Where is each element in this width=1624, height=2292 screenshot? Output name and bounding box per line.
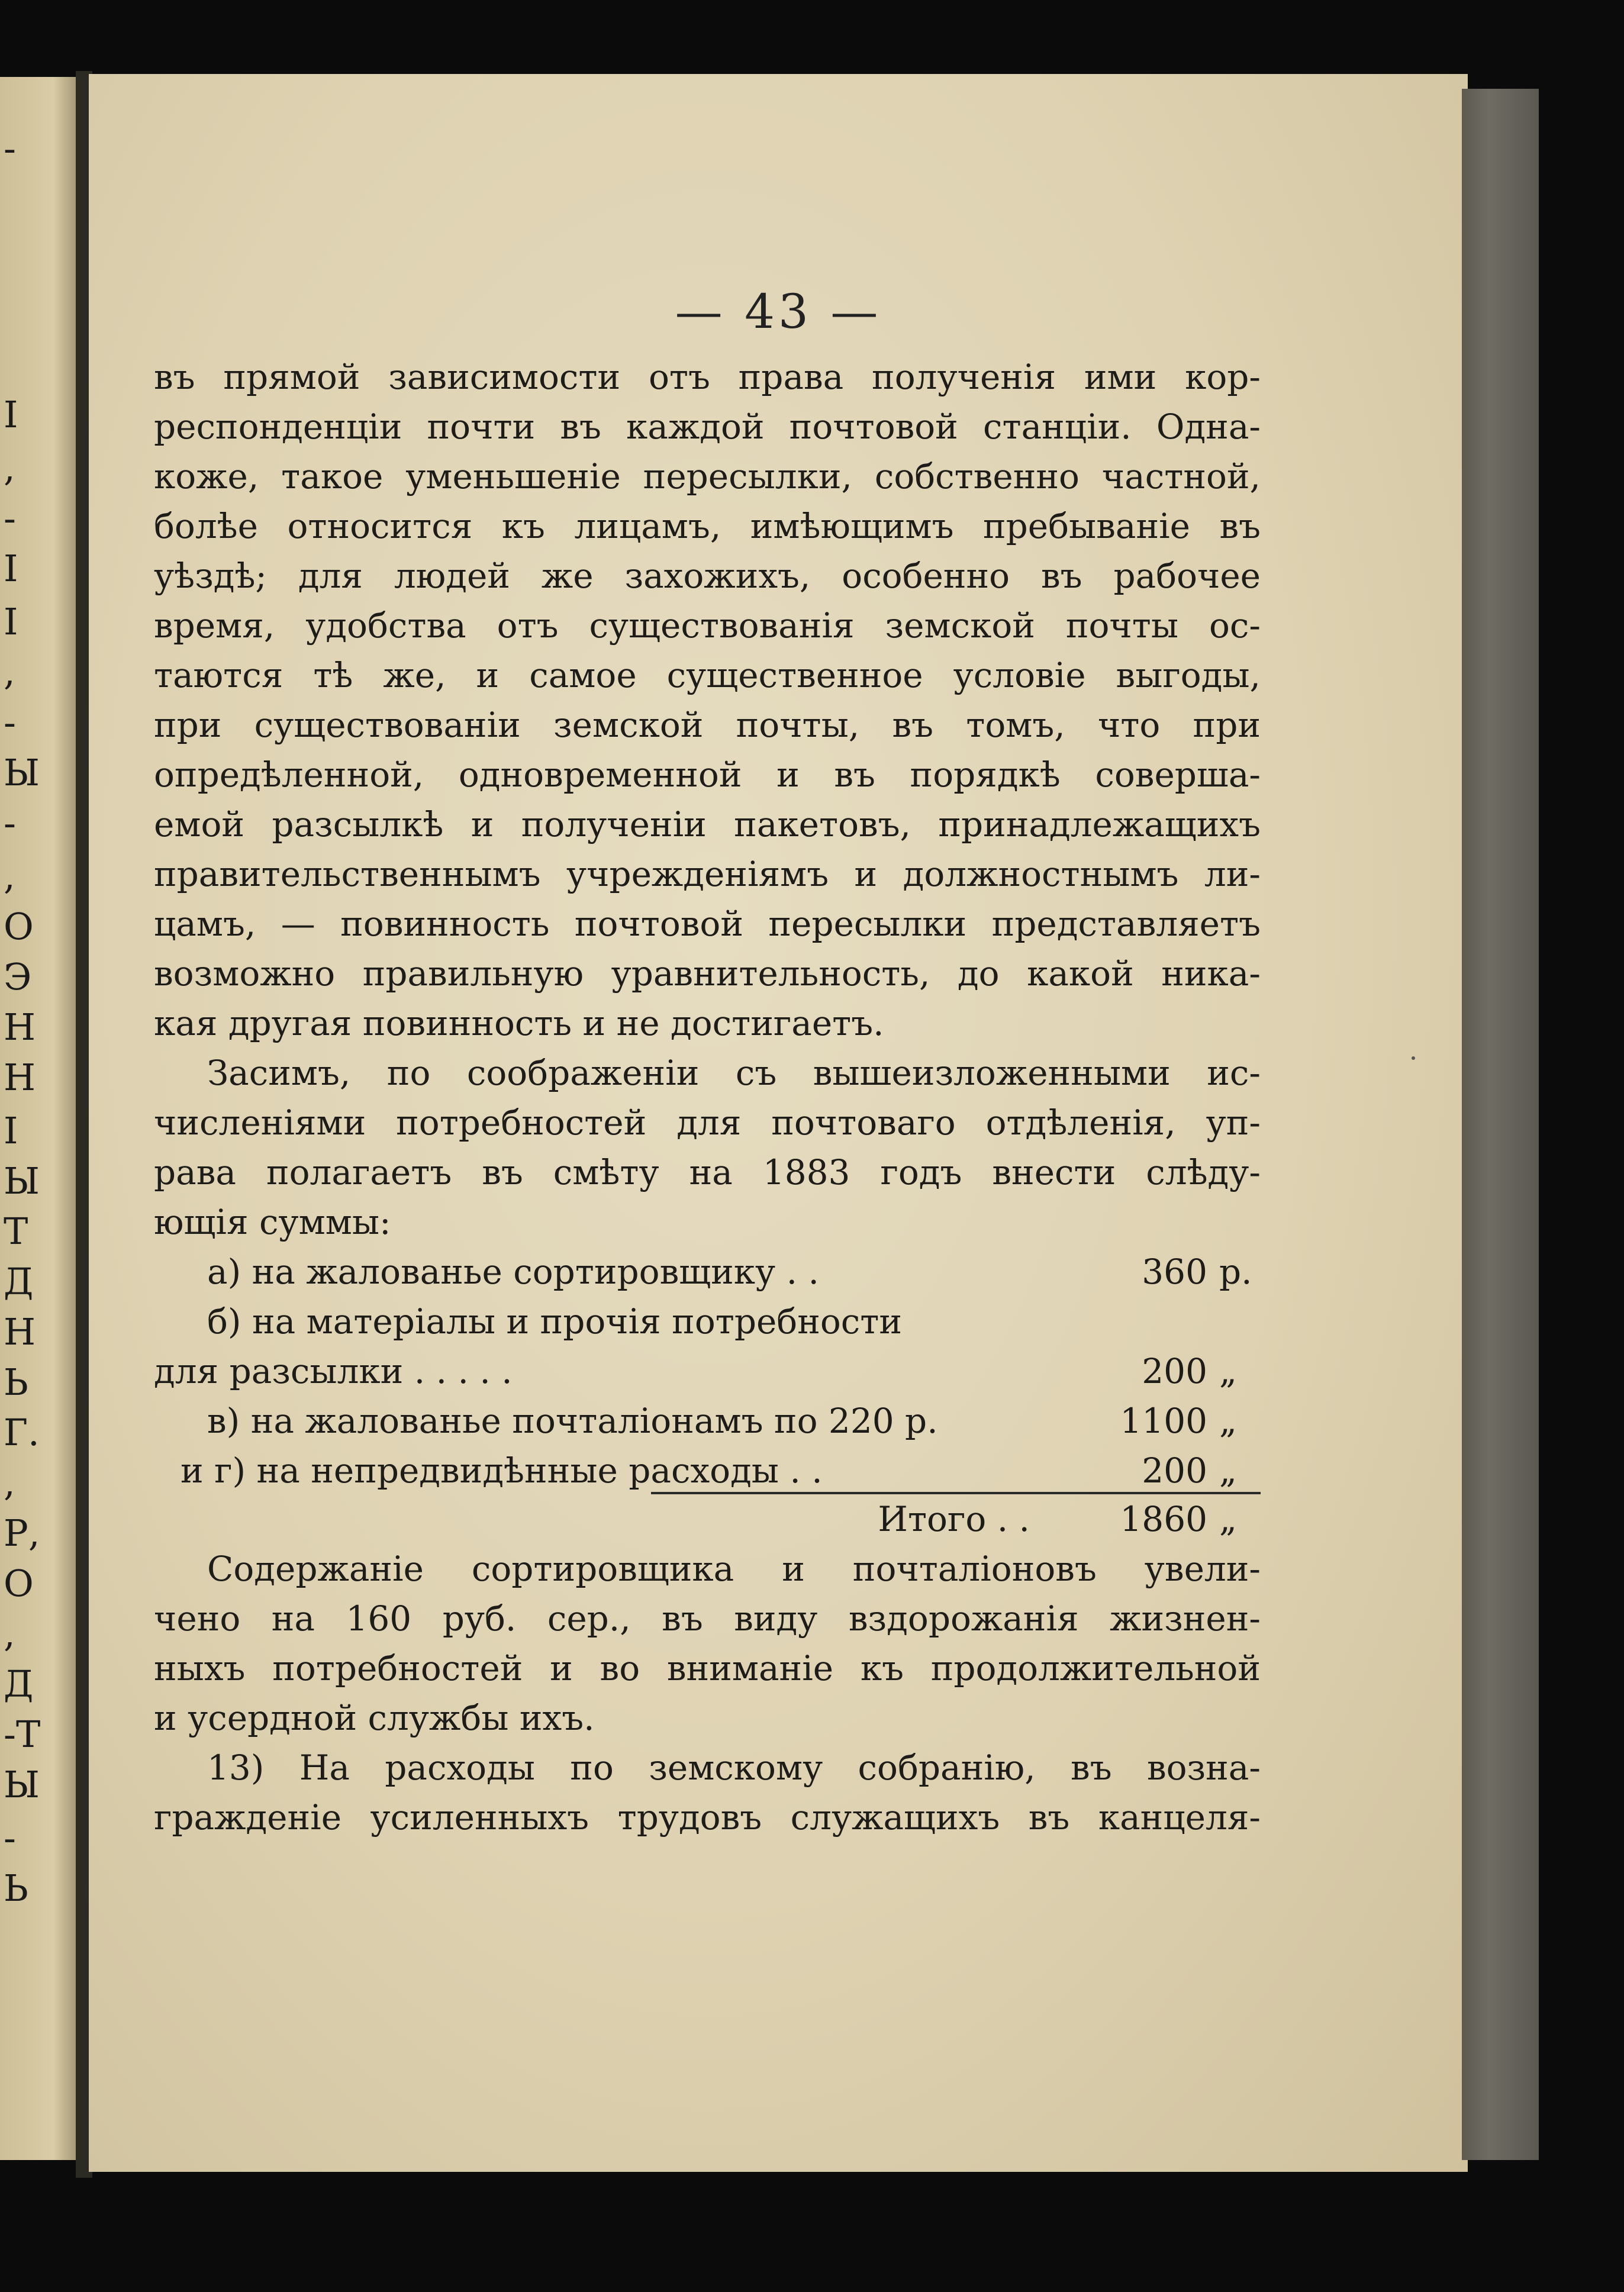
budget-item-a: [154, 1247, 1261, 1297]
text-line: таются тѣ же, и самое существенное условіе выгоды,: [154, 655, 1261, 695]
item-label: а) на жалованье сортировщику . .: [207, 1252, 819, 1292]
text-line: рава полагаетъ въ смѣту на 1883 годъ внести слѣду-: [154, 1152, 1261, 1192]
left-margin-glyph: Ы: [4, 1159, 40, 1203]
text-line: уѣздѣ; для людей же захожихъ, особенно въ рабочее: [154, 556, 1261, 596]
budget-item-b: [154, 1346, 1261, 1396]
text-line: болѣе относится къ лицамъ, имѣющимъ пребываніе въ: [154, 506, 1261, 546]
item-unit: „: [1219, 1401, 1238, 1441]
item-amount: 360: [1142, 1252, 1207, 1292]
text-line: въ прямой зависимости отъ права полученія ими кор-: [154, 357, 1261, 397]
text-line: 13) На расходы по земскому собранію, въ возна-: [207, 1748, 1261, 1788]
text-line: опредѣленной, одновременной и въ порядкѣ соверша-: [154, 755, 1261, 795]
text-line: респонденціи почти въ каждой почтовой станціи. Одна-: [154, 407, 1261, 447]
text-line: цамъ, — повинность почтовой пересылки представляетъ: [154, 904, 1261, 944]
text-line: гражденіе усиленныхъ трудовъ служащихъ въ канцеля-: [154, 1797, 1261, 1838]
left-margin-glyph: Г.: [4, 1411, 40, 1454]
left-margin-glyph: О: [4, 905, 34, 948]
text-line: при существованіи земской почты, въ томъ, что при: [154, 705, 1261, 745]
left-margin-glyph: -: [4, 497, 16, 540]
left-margin-glyph: Р,: [4, 1511, 40, 1555]
left-margin-glyph: Н: [4, 1310, 36, 1353]
item-amount: 200: [1142, 1351, 1207, 1391]
left-margin-glyph: -Т: [4, 1713, 41, 1756]
budget-item-c: [154, 1396, 1261, 1446]
left-margin-glyph: I: [4, 393, 18, 436]
left-margin-glyph: Н: [4, 1056, 36, 1099]
text-line: время, удобства отъ существованія земской почты ос-: [154, 605, 1261, 646]
text-line-last: и усердной службы ихъ.: [154, 1698, 595, 1738]
left-margin-glyph: Т: [4, 1210, 28, 1253]
book-page: [89, 74, 1468, 2172]
budget-item-b-line1: б) на матеріалы и прочія потребности: [207, 1301, 903, 1342]
text-line: Засимъ, по соображеніи съ вышеизложенными ис-: [207, 1053, 1261, 1093]
text-line: возможно правильную уравнительность, до какой ника-: [154, 953, 1261, 994]
page-body: [154, 352, 1261, 1842]
left-margin-glyph: ,: [4, 650, 15, 694]
page-speck: [1412, 1056, 1415, 1060]
left-page-margin: [0, 77, 77, 2160]
text-line: Содержаніе сортировщика и почталіоновъ увели-: [207, 1549, 1261, 1589]
total-label: Итого . .: [878, 1499, 1030, 1539]
left-margin-glyph: ,: [4, 855, 15, 898]
left-margin-glyph: О: [4, 1562, 34, 1605]
budget-total: [154, 1494, 1261, 1544]
text-line: емой разсылкѣ и полученіи пакетовъ, принадлежащихъ: [154, 804, 1261, 844]
text-line: численіями потребностей для почтоваго отдѣленія, уп-: [154, 1103, 1261, 1143]
text-line: ныхъ потребностей и во вниманіе къ продолжительной: [154, 1648, 1261, 1688]
left-margin-glyph: ,: [4, 1612, 15, 1655]
left-margin-glyph: Ы: [4, 751, 40, 794]
left-margin-glyph: I: [4, 547, 18, 590]
item-unit: „: [1219, 1450, 1238, 1491]
item-unit: р.: [1219, 1252, 1252, 1292]
left-margin-glyph: Ы: [4, 1763, 40, 1806]
text-line: чено на 160 руб. сер., въ виду вздорожанія жизнен-: [154, 1598, 1261, 1639]
budget-item-d: [154, 1446, 1261, 1495]
item-label: в) на жалованье почталіонамъ по 220 р.: [207, 1401, 938, 1441]
item-label: и г) на непредвидѣнные расходы . .: [181, 1450, 823, 1491]
left-margin-glyph: Ь: [4, 1867, 28, 1910]
left-margin-glyph: Ь: [4, 1361, 28, 1404]
left-margin-glyph: ,: [4, 1461, 15, 1504]
text-line: правительственнымъ учрежденіямъ и должностнымъ ли-: [154, 854, 1261, 894]
left-margin-glyph: -: [4, 801, 16, 844]
item-amount: 1100: [1120, 1401, 1207, 1441]
total-amount: 1860: [1120, 1499, 1207, 1539]
left-margin-glyph: I: [4, 1109, 18, 1152]
left-margin-glyph: I: [4, 600, 18, 643]
page-number: — 43 —: [675, 284, 882, 339]
left-margin-glyph: Н: [4, 1005, 36, 1049]
item-unit: „: [1219, 1351, 1238, 1391]
left-margin-glyph: -: [4, 701, 16, 744]
text-line-last: кая другая повинность и не достигаетъ.: [154, 1003, 884, 1043]
item-label: для разсылки . . . . .: [154, 1351, 513, 1391]
item-amount: 200: [1142, 1450, 1207, 1491]
text-line: коже, такое уменьшеніе пересылки, собственно частной,: [154, 456, 1261, 497]
left-margin-glyph: -: [4, 1816, 16, 1859]
left-margin-glyph: ,: [4, 446, 15, 489]
left-margin-glyph: Д: [4, 1260, 34, 1303]
left-margin-glyph: Э: [4, 955, 32, 998]
book-cover-edge: [1462, 89, 1539, 2160]
text-line-last: ющія суммы:: [154, 1202, 391, 1242]
left-margin-glyph: Д: [4, 1662, 34, 1706]
total-unit: „: [1219, 1499, 1238, 1539]
left-margin-glyph: -: [4, 127, 16, 170]
